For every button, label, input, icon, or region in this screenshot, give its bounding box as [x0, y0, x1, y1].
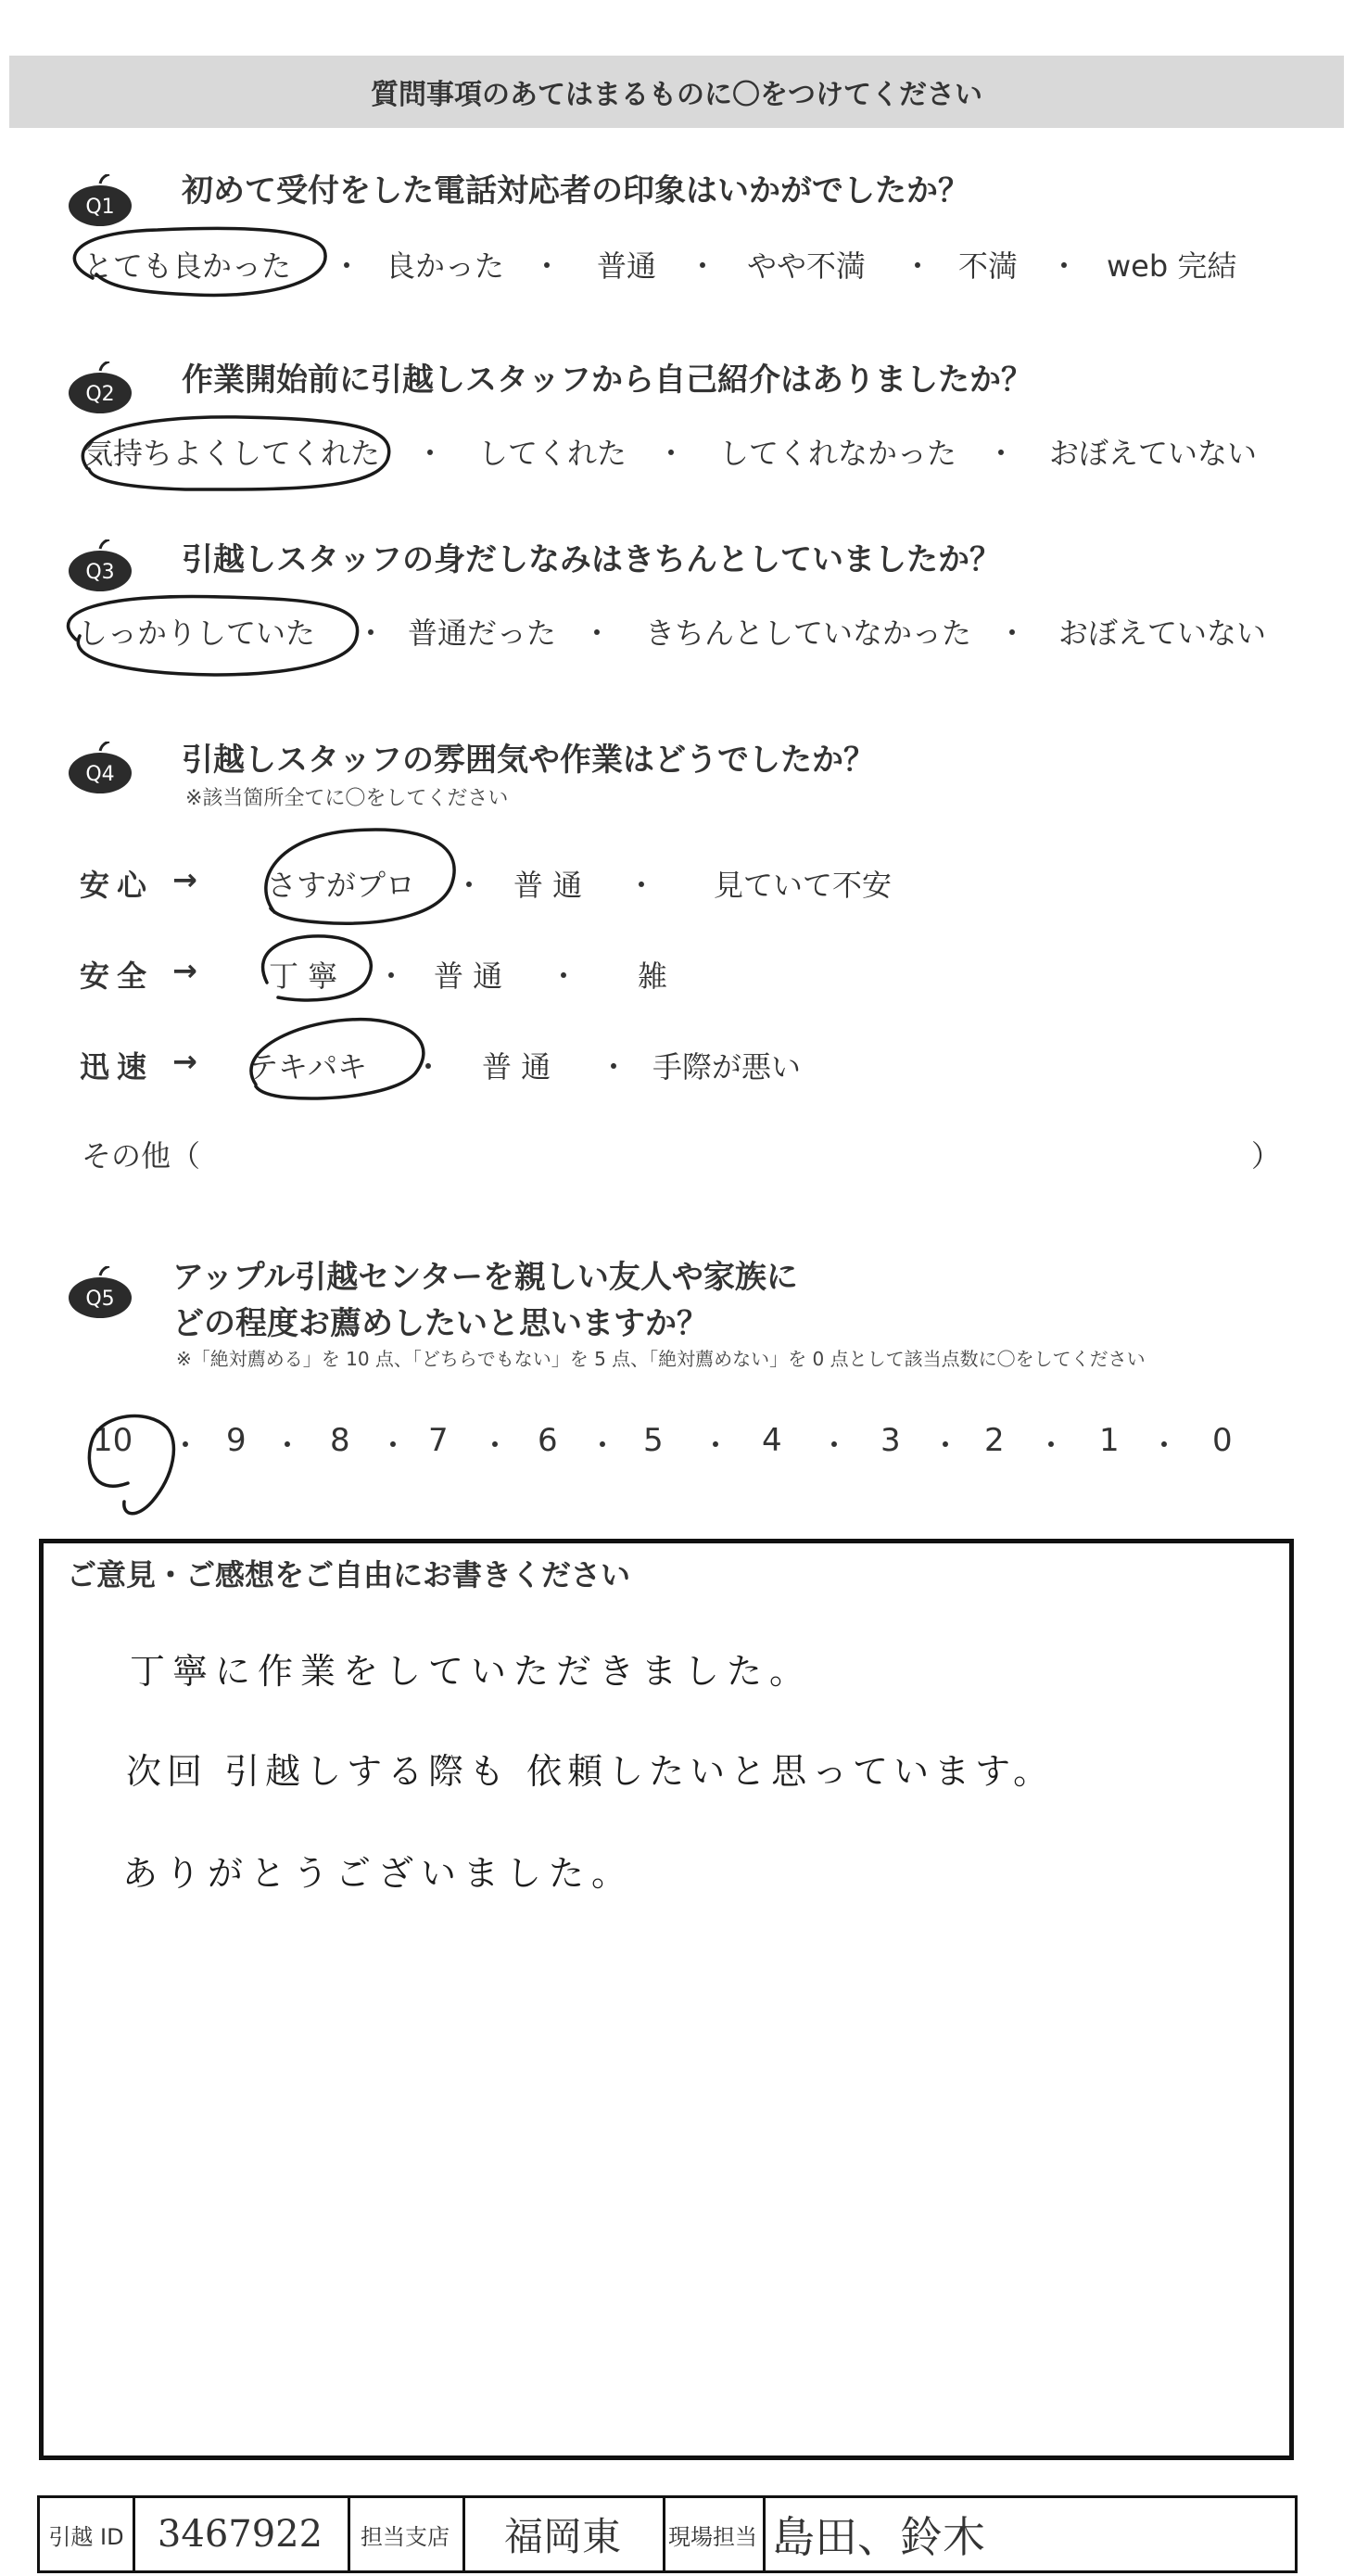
branch-label: 担当支店: [348, 2498, 465, 2570]
q2-option-2[interactable]: してくれた: [478, 436, 627, 471]
q1-option-5[interactable]: 不満: [958, 248, 1019, 284]
apple-badge-icon-q3: [67, 539, 133, 591]
separator-dot: ・: [549, 958, 579, 994]
q5-scale-5[interactable]: 5: [643, 1422, 664, 1459]
separator-dot: ・: [272, 1428, 303, 1463]
apple-badge-icon-q4: [67, 742, 133, 793]
q4-row-2-label: 安全: [80, 958, 155, 994]
q4-row-1-option-1[interactable]: さすがプロ: [267, 868, 416, 903]
q4-other-input[interactable]: [213, 1136, 1242, 1174]
separator-dot: ・: [454, 868, 485, 903]
q5-title-line2: どの程度お薦めしたいと思いますか？: [172, 1305, 708, 1342]
q4-title: 引越しスタッフの雰囲気や作業はどうでしたか？: [182, 742, 875, 779]
q5-note: ※「絶対薦める」を 10 点、「どちらでもない」を 5 点、「絶対薦めない」を 0 点として該当点数に〇をしてください: [176, 1348, 1146, 1370]
q5-badge-label: Q5: [85, 1288, 115, 1311]
separator-dot: ・: [1036, 1428, 1067, 1463]
separator-dot: ・: [819, 1428, 850, 1463]
q4-row-1-option-3[interactable]: 見ていて不安: [714, 868, 893, 903]
apple-badge-icon-q2: [67, 362, 133, 413]
separator-dot: ・: [378, 1428, 409, 1463]
q3-option-2[interactable]: 普通だった: [408, 615, 557, 651]
q2-badge-label: Q2: [85, 383, 115, 406]
q4-other-label: その他（: [82, 1138, 201, 1174]
q3-option-3[interactable]: きちんとしていなかった: [645, 615, 972, 651]
q4-note: ※該当箇所全てに〇をしてください: [185, 787, 509, 810]
q5-scale-9[interactable]: 9: [226, 1422, 247, 1459]
q5-scale-4[interactable]: 4: [762, 1422, 782, 1459]
apple-badge-icon-q5: [67, 1266, 133, 1318]
q1-option-3[interactable]: 普通: [597, 248, 657, 284]
separator-dot: ・: [931, 1428, 961, 1463]
q1-option-4[interactable]: やや不満: [747, 248, 867, 284]
q3-badge-label: Q3: [85, 561, 115, 584]
comment-line-1: 丁寧に作業をしていただきました。: [130, 1651, 813, 1692]
separator-dot: ・: [688, 248, 718, 284]
move-id-value: 3467922: [133, 2498, 350, 2570]
separator-dot: ・: [656, 436, 687, 471]
comment-title: ご意見・ご感想をご自由にお書きください: [67, 1557, 631, 1593]
footer-table: [37, 2495, 1298, 2573]
q5-scale-6[interactable]: 6: [538, 1422, 558, 1459]
arrow-right-icon: →: [172, 862, 205, 897]
q4-row-1-option-2[interactable]: 普 通: [513, 868, 583, 903]
separator-dot: ・: [480, 1428, 511, 1463]
q4-row-3-label: 迅速: [80, 1049, 155, 1085]
q4-row-3-option-1[interactable]: テキパキ: [248, 1049, 368, 1085]
q5-scale-0[interactable]: 0: [1212, 1422, 1233, 1459]
q4-row-2-option-1[interactable]: 丁 寧: [269, 958, 338, 994]
separator-dot: ・: [903, 248, 933, 284]
separator-dot: ・: [332, 248, 362, 284]
separator-dot: ・: [588, 1428, 618, 1463]
separator-dot: ・: [1049, 248, 1080, 284]
separator-dot: ・: [701, 1428, 731, 1463]
q1-option-2[interactable]: 良かった: [386, 248, 505, 284]
q2-title: 作業開始前に引越しスタッフから自己紹介はありましたか？: [182, 362, 1032, 399]
q4-row-2-option-3[interactable]: 雑: [638, 958, 668, 994]
q5-scale-3[interactable]: 3: [880, 1422, 901, 1459]
survey-header: [9, 56, 1344, 128]
q3-option-4[interactable]: おぼえていない: [1058, 615, 1267, 651]
q4-badge-label: Q4: [85, 763, 115, 786]
arrow-right-icon: →: [172, 953, 205, 988]
q5-title-line1: アップル引越センターを親しい友人や家族に: [172, 1259, 798, 1296]
q2-option-1[interactable]: 気持ちよくしてくれた: [83, 436, 381, 471]
q3-title: 引越しスタッフの身だしなみはきちんとしていましたか？: [182, 541, 1001, 578]
comment-line-3: ありがとうございました。: [122, 1853, 635, 1894]
separator-dot: ・: [376, 958, 407, 994]
q2-option-4[interactable]: おぼえていない: [1049, 436, 1258, 471]
branch-value: 福岡東: [462, 2498, 665, 2570]
survey-header-title: 質問事項のあてはまるものに〇をつけてください: [371, 79, 982, 111]
q1-option-6[interactable]: web 完結: [1107, 248, 1237, 284]
q5-scale-7[interactable]: 7: [428, 1422, 449, 1459]
separator-dot: ・: [627, 868, 657, 903]
separator-dot: ・: [1149, 1428, 1180, 1463]
q1-badge-label: Q1: [85, 196, 115, 219]
q3-option-1[interactable]: しっかりしていた: [78, 615, 316, 651]
move-id-label: 引越 ID: [40, 2498, 135, 2570]
q4-other-close: ）: [1251, 1138, 1282, 1174]
site-staff-value: 島田、鈴木: [772, 2512, 985, 2562]
separator-dot: ・: [599, 1049, 629, 1085]
site-staff-label: 現場担当: [663, 2498, 766, 2570]
separator-dot: ・: [415, 436, 446, 471]
q4-row-3-option-3[interactable]: 手際が悪い: [652, 1049, 802, 1085]
comment-line-2: 次回 引越しする際も 依頼したいと思っています。: [126, 1751, 1055, 1792]
q4-row-3-option-2[interactable]: 普 通: [482, 1049, 551, 1085]
separator-dot: ・: [532, 248, 563, 284]
separator-dot: ・: [413, 1049, 444, 1085]
q5-scale-2[interactable]: 2: [984, 1422, 1005, 1459]
q5-scale-10[interactable]: 10: [93, 1422, 133, 1459]
q5-scale-1[interactable]: 1: [1099, 1422, 1120, 1459]
separator-dot: ・: [997, 615, 1028, 651]
q1-title: 初めて受付をした電話対応者の印象はいかがでしたか？: [182, 172, 969, 209]
q4-row-2-option-2[interactable]: 普 通: [434, 958, 503, 994]
separator-dot: ・: [356, 615, 386, 651]
separator-dot: ・: [986, 436, 1017, 471]
q5-scale-8[interactable]: 8: [330, 1422, 350, 1459]
q1-option-1[interactable]: とても良かった: [83, 248, 292, 284]
separator-dot: ・: [582, 615, 613, 651]
q2-option-3[interactable]: してくれなかった: [719, 436, 957, 471]
q4-row-1-label: 安心: [80, 868, 155, 903]
apple-badge-icon-q1: [67, 174, 133, 226]
arrow-right-icon: →: [172, 1044, 205, 1079]
separator-dot: ・: [171, 1428, 201, 1463]
